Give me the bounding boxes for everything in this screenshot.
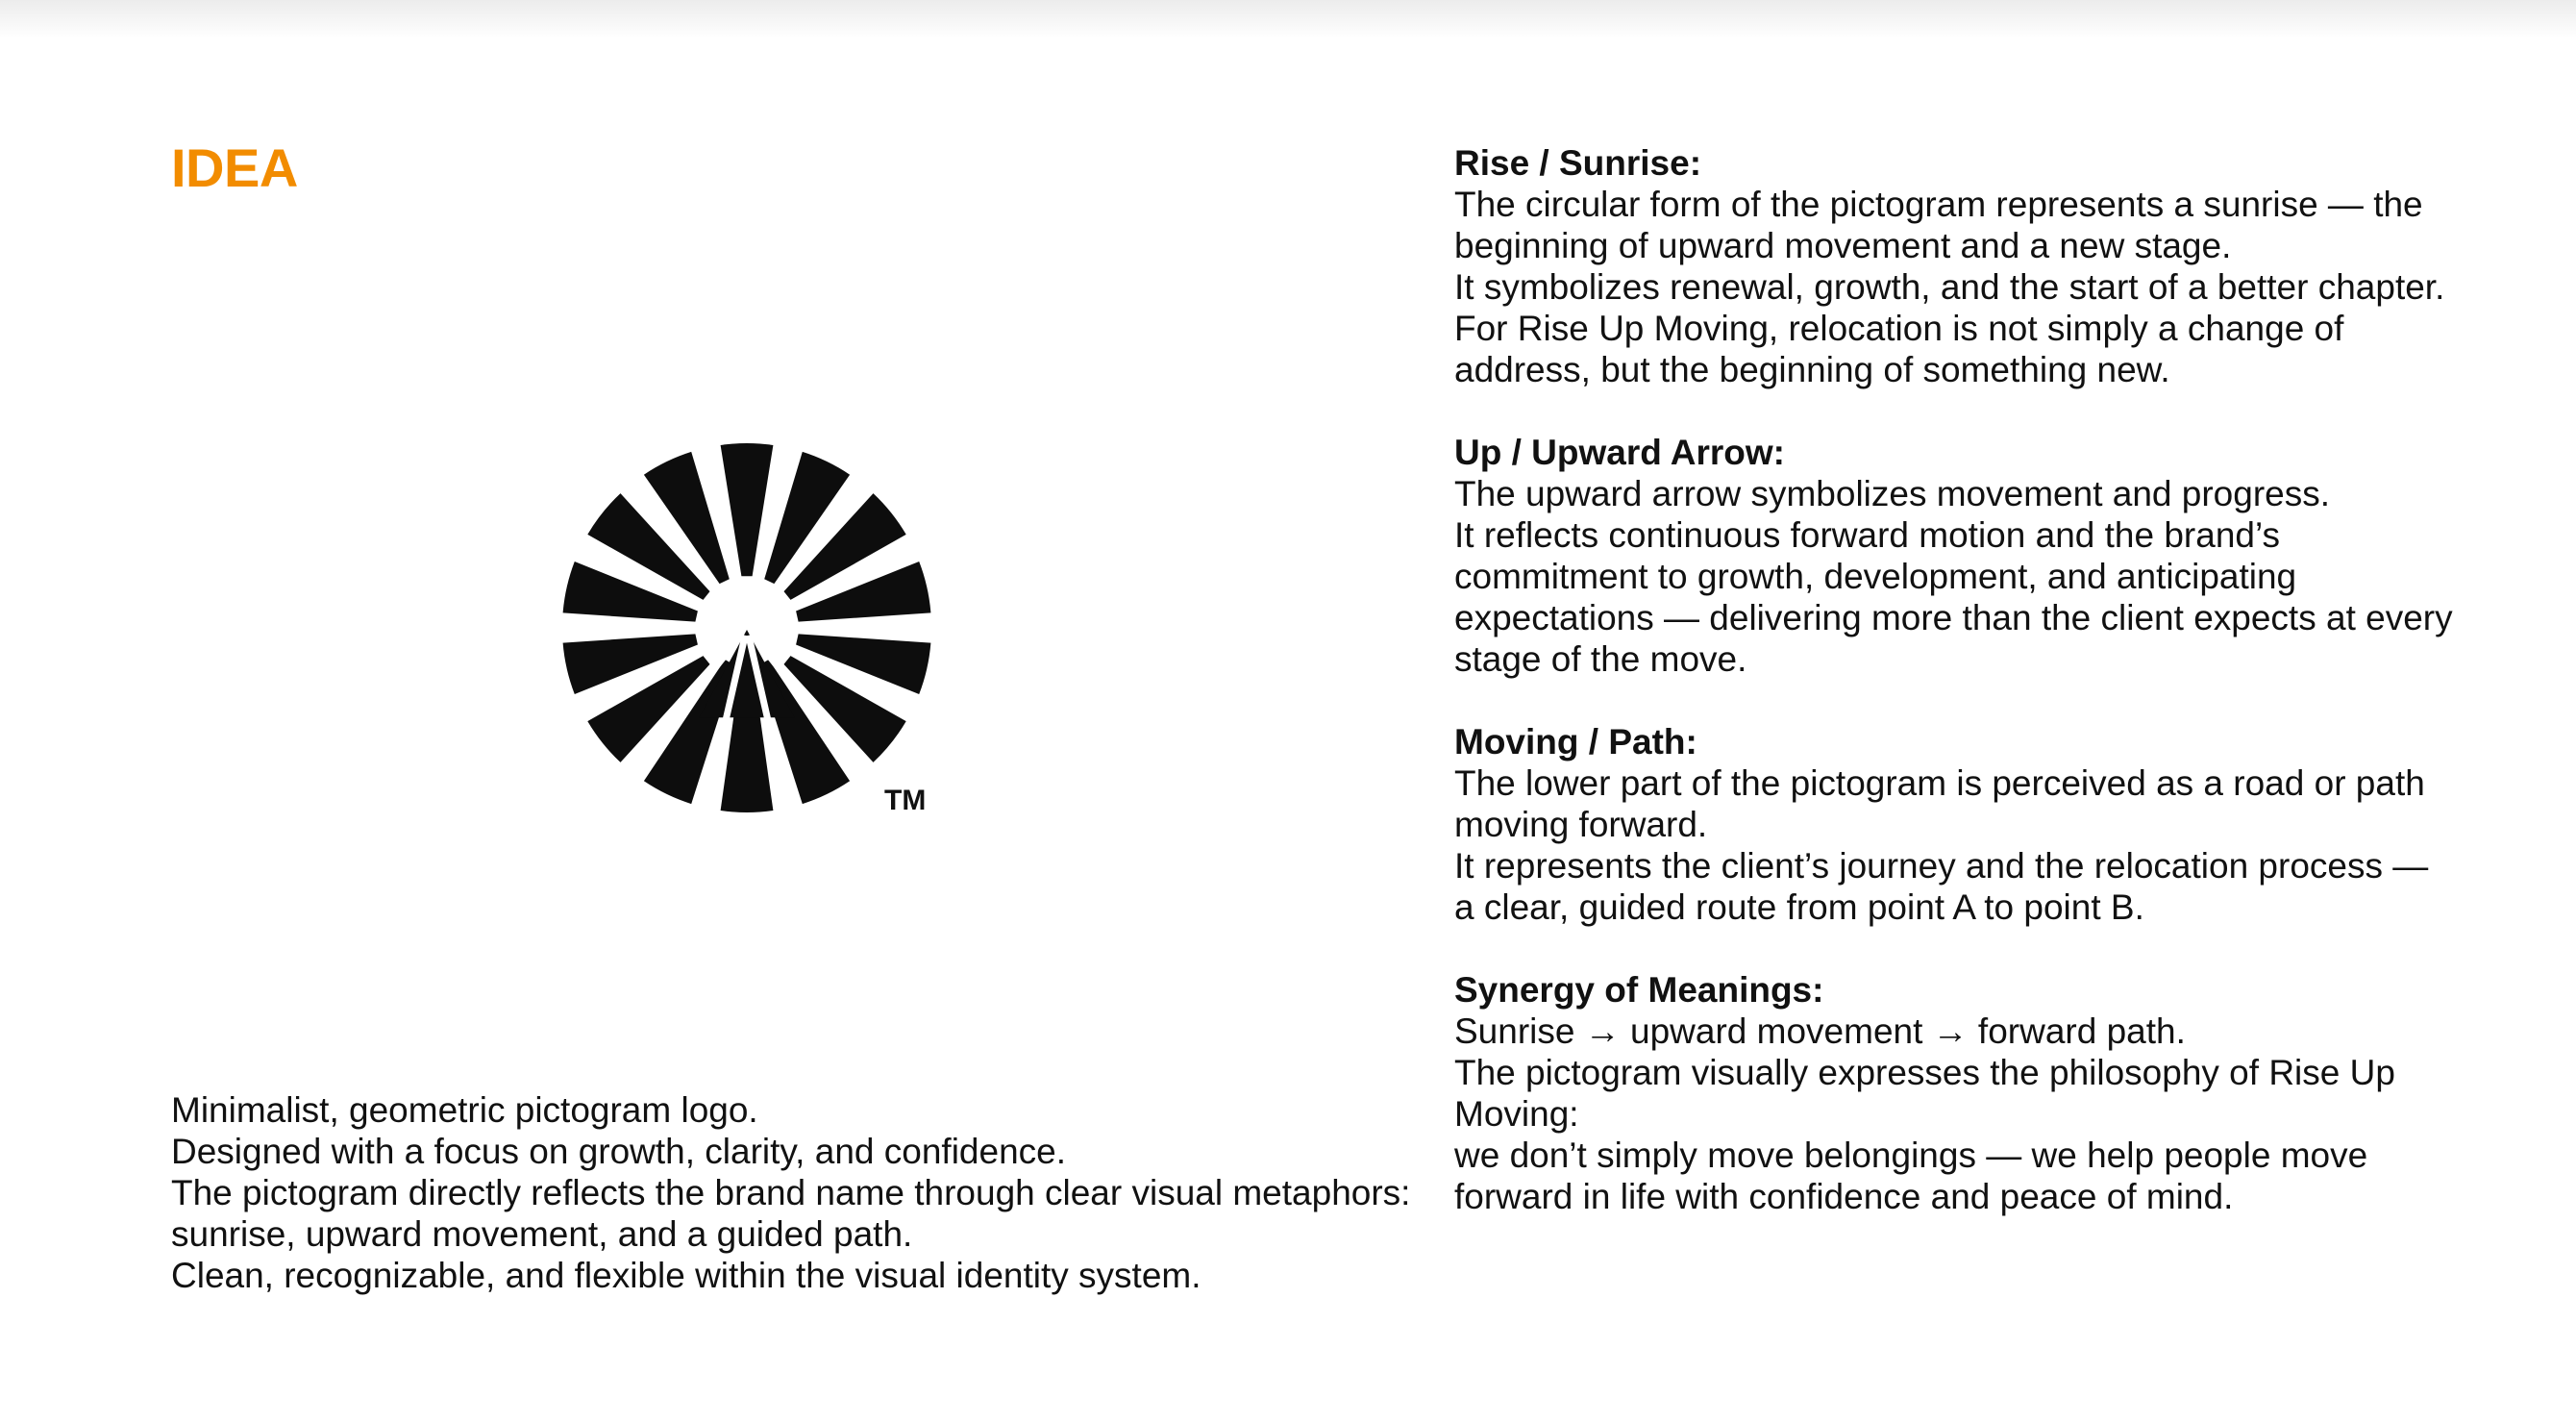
section-text: The pictogram visually expresses the philosophy of Rise Up Moving: xyxy=(1454,1053,2395,1134)
page-title: IDEA xyxy=(171,137,298,198)
trademark-symbol: TM xyxy=(884,785,927,816)
logo-description xyxy=(171,1089,1440,1296)
section-text: The upward arrow symbolizes movement and progress. xyxy=(1454,474,2330,513)
section-synergy xyxy=(1454,969,2454,1217)
description-line: The pictogram directly reflects the brand name through clear visual metaphors: sunrise, upward movement, and a guided path. xyxy=(171,1173,1411,1254)
section-text: It represents the client’s journey and the relocation process — a clear, guided route from point A to point B. xyxy=(1454,846,2429,927)
section-text: For Rise Up Moving, relocation is not simply a change of address, but the beginning of something new. xyxy=(1454,309,2344,389)
section-text: The circular form of the pictogram represents a sunrise — the beginning of upward movement and a new stage. xyxy=(1454,185,2423,265)
section-text: The lower part of the pictogram is perceived as a road or path moving forward. xyxy=(1454,763,2425,844)
top-shadow xyxy=(0,0,2576,38)
section-text: Sunrise → upward movement → forward path. xyxy=(1454,1011,2186,1051)
meaning-sections xyxy=(1454,142,2454,1259)
description-line: Minimalist, geometric pictogram logo. xyxy=(171,1090,758,1130)
section-text: we don’t simply move belongings — we help people move forward in life with confidence and peace of mind. xyxy=(1454,1136,2368,1216)
section-text: It symbolizes renewal, growth, and the start of a better chapter. xyxy=(1454,267,2445,307)
section-heading: Rise / Sunrise: xyxy=(1454,143,1702,183)
description-line: Designed with a focus on growth, clarity, and confidence. xyxy=(171,1132,1066,1171)
section-rise-sunrise xyxy=(1454,142,2454,390)
section-heading: Synergy of Meanings: xyxy=(1454,970,1824,1010)
section-upward-arrow xyxy=(1454,432,2454,680)
sunrise-pictogram-icon xyxy=(557,437,961,822)
section-moving-path xyxy=(1454,721,2454,928)
section-heading: Moving / Path: xyxy=(1454,722,1697,761)
section-text: It reflects continuous forward motion and the brand’s commitment to growth, development, and anticipating expectations — delivering more than the client expects at every stage of the move. xyxy=(1454,515,2453,679)
section-heading: Up / Upward Arrow: xyxy=(1454,433,1785,472)
sun-ray-shape xyxy=(721,443,774,576)
logo xyxy=(557,437,961,822)
description-line: Clean, recognizable, and flexible within the visual identity system. xyxy=(171,1256,1201,1295)
